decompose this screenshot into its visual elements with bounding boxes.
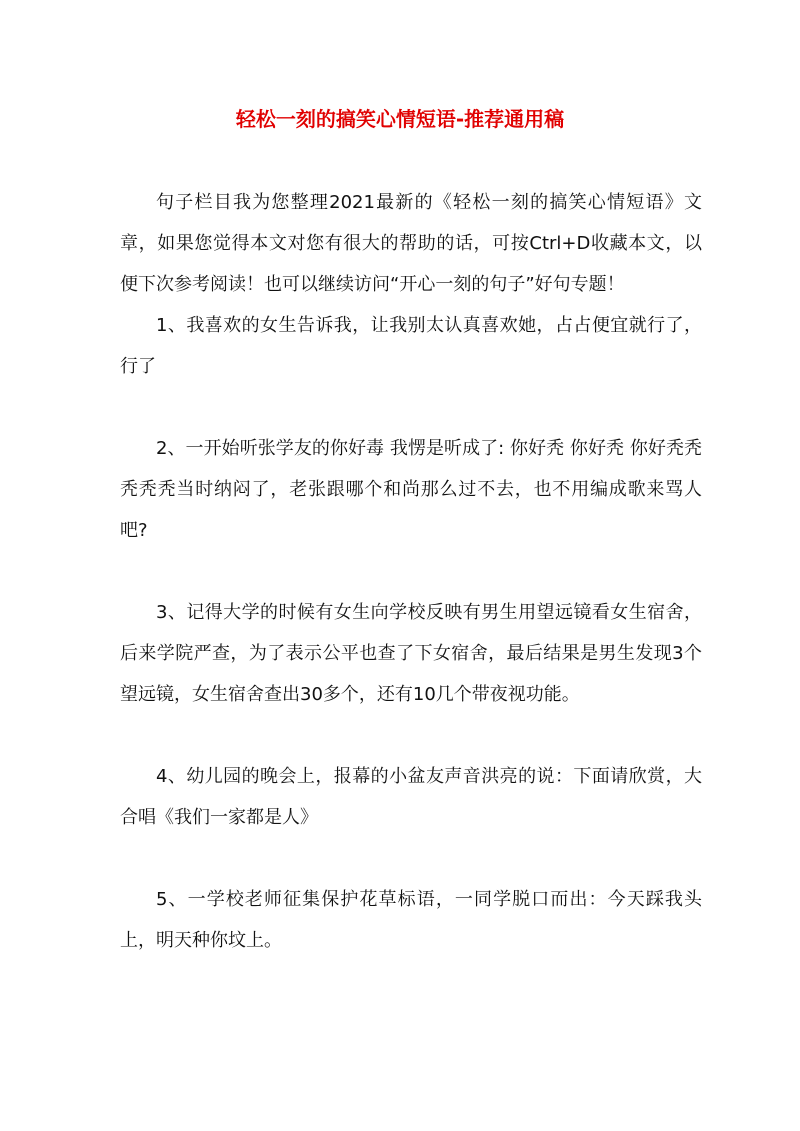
joke-item-3: 3、记得大学的时候有女生向学校反映有男生用望远镜看女生宿舍，后来学院严查，为了表示公平也查了下女宿舍，最后结果是男生发现3个望远镜，女生宿舍查出30多个，还有10几个带夜视功能。: [120, 602, 702, 705]
joke-item-1: 1、我喜欢的女生告诉我，让我别太认真喜欢她，占占便宜就行了，行了: [120, 315, 702, 377]
joke-item-2: 2、一开始听张学友的你好毒 我愣是听成了: 你好秃 你好秃 你好秃秃秃秃秃当时纳闷了，老张跟哪个和尚那么过不去，也不用编成歌来骂人吧?: [120, 438, 702, 541]
document-body: [120, 182, 702, 961]
paragraph-spacer: [120, 715, 702, 756]
joke-item-4: 4、幼儿园的晚会上，报幕的小盆友声音洪亮的说：下面请欣赏，大合唱《我们一家都是人》: [120, 766, 702, 828]
intro-paragraph: 句子栏目我为您整理2021最新的《轻松一刻的搞笑心情短语》文章，如果您觉得本文对您有很大的帮助的话，可按Ctrl+D收藏本文，以便下次参考阅读！也可以继续访问“开心一刻的句子”好句专题！: [120, 192, 702, 295]
paragraph-spacer: [120, 838, 702, 879]
paragraph-spacer: [120, 387, 702, 428]
joke-item-5: 5、一学校老师征集保护花草标语，一同学脱口而出：今天踩我头上，明天种你坟上。: [120, 889, 702, 951]
document-title: 轻松一刻的搞笑心情短语-推荐通用稿: [235, 107, 565, 131]
paragraph-spacer: [120, 551, 702, 592]
